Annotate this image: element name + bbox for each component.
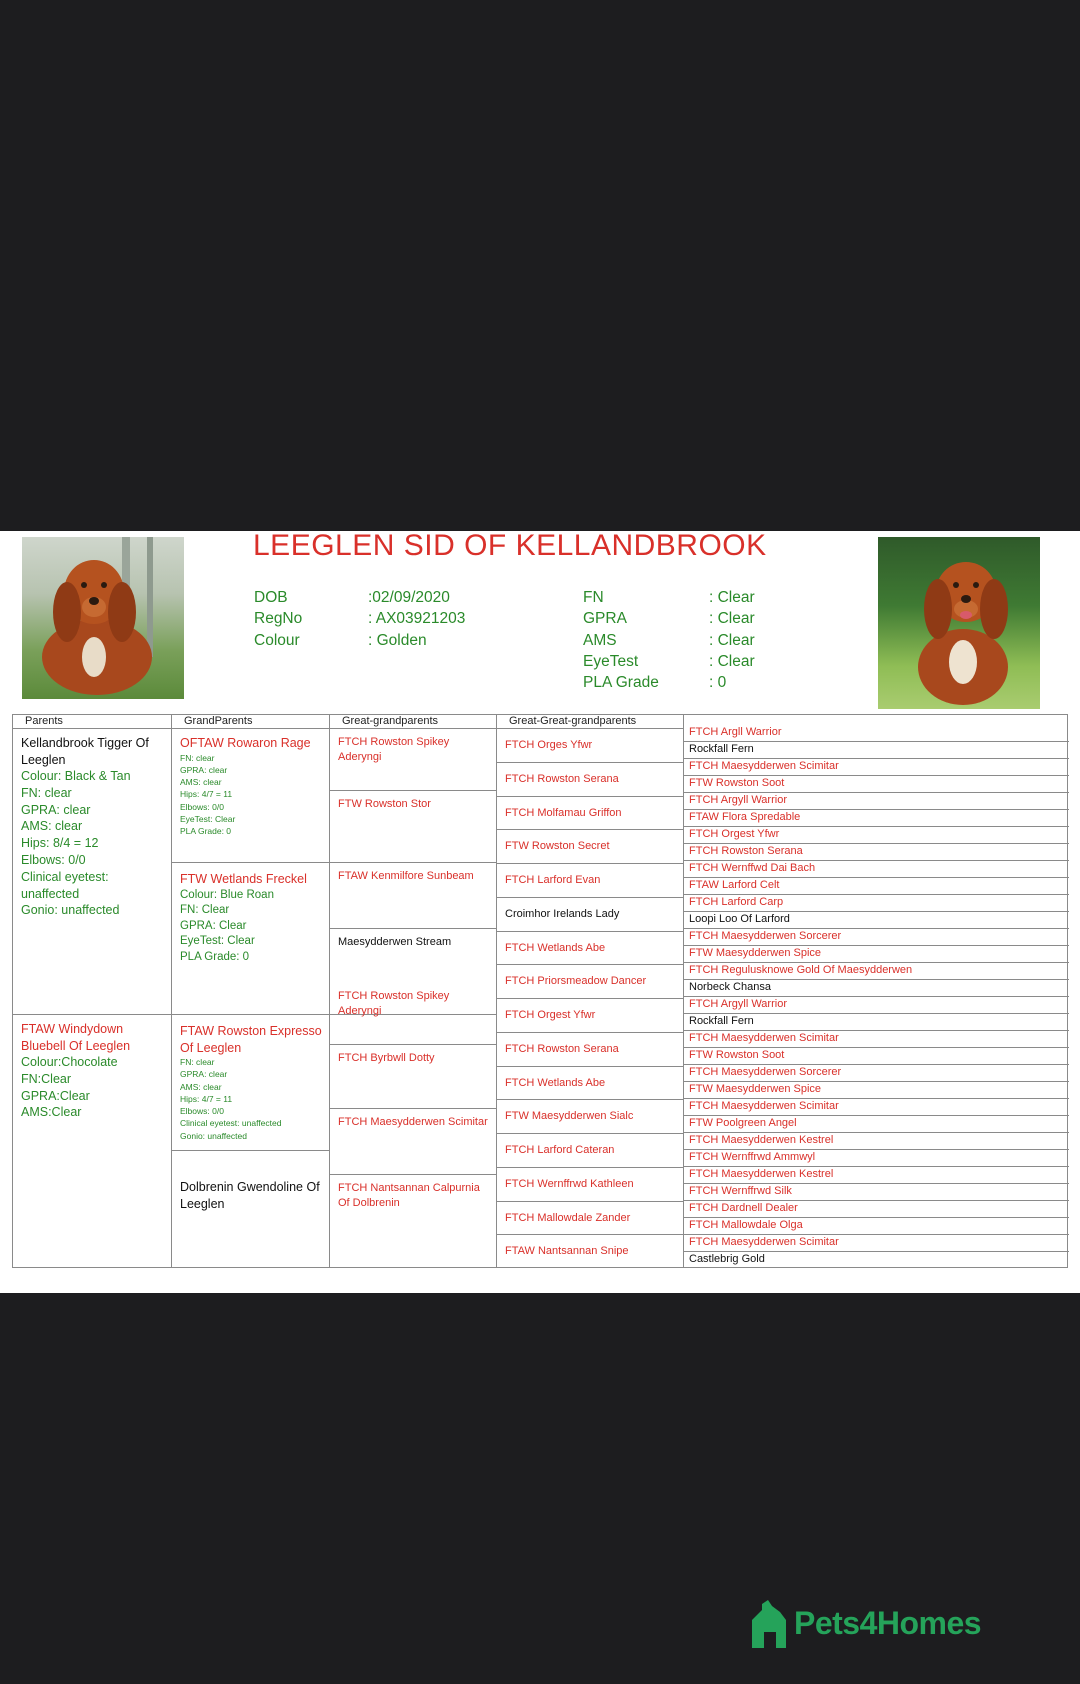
great-great-grandparent-name: FTCH Rowston Serana	[505, 1042, 619, 1055]
great-great-grandparent-cell	[497, 763, 683, 797]
great-great-grandparents-column	[497, 715, 684, 1267]
great-great-grandparent-cell	[497, 1202, 683, 1236]
sire-photo	[22, 537, 184, 699]
sire-detail: Colour: Black & Tan	[21, 769, 131, 783]
grandparent-name: OFTAW Rowaron Rage	[180, 736, 311, 750]
great-grandparent-name: Maesydderwen Stream	[338, 936, 452, 948]
pedigree-table	[12, 714, 1068, 1268]
great-great-grandparent-cell	[497, 797, 683, 831]
grandparent-cell	[172, 729, 329, 863]
info-left	[254, 587, 465, 651]
great-great-grandparent-cell	[497, 1067, 683, 1101]
pedigree-document	[0, 531, 1080, 1293]
info-value: :02/09/2020	[368, 589, 450, 606]
great-great-grandparent-name: FTCH Orgest Yfwr	[505, 1009, 596, 1021]
great-grandparent-name: FTCH Rowston Spikey Aderyngi	[338, 736, 450, 763]
great-grandparent-cell	[330, 1109, 496, 1175]
grandparent-detail: PLA Grade: 0	[180, 950, 250, 963]
sire-detail: Clinical eyetest: unaffected	[21, 869, 109, 901]
great-grandparent-cell	[330, 1045, 496, 1109]
sire-detail: FN: clear	[21, 785, 72, 800]
great-great-grandparent-cell	[497, 729, 683, 763]
great-great-grandparent-cell	[497, 1100, 683, 1134]
info-key: PLA Grade	[583, 674, 659, 692]
great-great-grandparent-cell	[497, 965, 683, 999]
info-value: : 0	[709, 674, 727, 692]
info-key: FN	[583, 589, 604, 606]
fifth-generation-name: FTW Rowston Soot	[684, 776, 1069, 793]
sire-cell	[13, 729, 171, 1015]
fifth-generation-name: FTCH Maesydderwen Scimitar	[684, 1031, 1069, 1048]
grandparent-detail: Clinical eyetest: unaffected	[180, 1118, 282, 1129]
info-key: Colour	[254, 631, 300, 649]
great-great-grandparent-name: FTCH Larford Evan	[505, 874, 601, 886]
fifth-generation-name: FTAW Flora Spredable	[684, 810, 1069, 827]
fifth-generation-name: FTCH Regulusknowe Gold Of Maesydderwen	[684, 963, 1069, 980]
dam-detail: GPRA:Clear	[21, 1088, 90, 1103]
info-value: : Clear	[709, 589, 755, 606]
fifth-generation-name: FTCH Maesydderwen Sorcerer	[684, 929, 1069, 946]
dam-cell	[13, 1015, 171, 1269]
great-grandparents-column	[330, 715, 497, 1267]
great-grandparent-name: FTCH Maesydderwen Scimitar	[338, 1116, 488, 1128]
dog-house-icon	[748, 1598, 790, 1648]
grandparent-detail: PLA Grade: 0	[180, 826, 232, 837]
great-great-grandparent-name: FTCH Rowston Serana	[505, 772, 619, 785]
fifth-generation-name: FTW Maesydderwen Spice	[684, 1082, 1069, 1099]
sire-detail: Hips: 8/4 = 12	[21, 836, 99, 851]
fifth-generation-name: FTW Rowston Soot	[684, 1048, 1069, 1065]
info-value: : AX03921203	[368, 610, 466, 628]
fifth-generation-name: Castlebrig Gold	[689, 1253, 765, 1265]
great-great-grandparent-name: FTCH Larford Cateran	[505, 1144, 615, 1156]
fifth-generation-name: FTCH Wernffwd Dai Bach	[684, 861, 1069, 878]
great-great-grandparent-name: Croimhor Irelands Lady	[505, 907, 620, 920]
dog-name-title: LEEGLEN SID OF KELLANDBROOK	[253, 529, 767, 562]
fifth-generation-name: FTCH Mallowdale Olga	[684, 1218, 1069, 1235]
fifth-generation-name: FTCH Argyll Warrior	[684, 793, 1069, 810]
grandparent-detail: AMS: clear	[180, 1081, 222, 1092]
sire-detail: GPRA: clear	[21, 802, 91, 817]
column-header: Great-Great-grandparents	[497, 715, 683, 729]
column-header: GrandParents	[172, 715, 329, 729]
fifth-generation-name: FTW Poolgreen Angel	[684, 1116, 1069, 1133]
great-great-grandparent-name: FTCH Orges Yfwr	[505, 739, 593, 751]
grandparent-detail: FN: clear	[180, 1057, 215, 1067]
grandparent-detail: EyeTest: Clear	[180, 813, 236, 824]
grandparent-detail: Hips: 4/7 = 11	[180, 1093, 233, 1104]
column-header: Parents	[13, 715, 171, 729]
great-grandparent-cell	[330, 863, 496, 929]
sire-detail: AMS: clear	[21, 819, 83, 834]
great-great-grandparent-name: FTCH Wernffrwd Kathleen	[505, 1177, 634, 1190]
great-grandparent-name: FTAW Kenmilfore Sunbeam	[338, 870, 474, 882]
sire-name: Kellandbrook Tigger Of Leeglen	[21, 736, 149, 767]
fifth-generation-name: FTCH Maesydderwen Scimitar	[684, 1235, 1069, 1252]
fifth-generation-name: FTCH Maesydderwen Scimitar	[684, 1099, 1069, 1116]
great-great-grandparent-cell	[497, 932, 683, 966]
grandparents-column	[172, 715, 330, 1267]
info-key: EyeTest	[583, 652, 639, 670]
grandparent-detail: Hips: 4/7 = 11	[180, 789, 233, 800]
fifth-generation-name: FTCH Maesydderwen Sorcerer	[684, 1065, 1069, 1082]
fifth-generation-name: FTAW Larford Celt	[684, 878, 1069, 895]
great-great-grandparent-name: FTCH Wetlands Abe	[505, 1076, 606, 1089]
grandparent-detail: EyeTest: Clear	[180, 935, 255, 948]
info-value: : Clear	[709, 652, 755, 670]
grandparent-detail: Gonio: unaffected	[180, 1130, 247, 1141]
great-great-grandparent-cell	[497, 999, 683, 1033]
great-great-grandparent-name: FTCH Mallowdale Zander	[505, 1211, 631, 1224]
grandparent-cell	[172, 863, 329, 1015]
grandparent-name: FTAW Rowston Expresso Of Leeglen	[180, 1024, 322, 1055]
fifth-generation-name: Loopi Loo Of Larford	[684, 912, 1069, 929]
grandparent-detail: FN: clear	[180, 752, 215, 763]
info-key: AMS	[583, 631, 617, 649]
fifth-generation-name: FTCH Larford Carp	[684, 895, 1069, 912]
fifth-generation-name: FTCH Orgest Yfwr	[684, 827, 1069, 844]
great-great-grandparent-cell	[497, 898, 683, 932]
grandparent-name: FTW Wetlands Freckel	[180, 872, 307, 886]
info-key: RegNo	[254, 610, 303, 628]
grandparent-detail: GPRA: Clear	[180, 919, 247, 932]
sire-detail: Elbows: 0/0	[21, 852, 86, 867]
great-great-grandparent-name: FTCH Molfamau Griffon	[505, 806, 622, 819]
great-great-grandparent-cell	[497, 830, 683, 864]
fifth-generation-name: FTCH Wernffrwd Silk	[684, 1184, 1069, 1201]
great-great-grandparent-cell	[497, 1235, 683, 1269]
fifth-generation-column	[684, 715, 1069, 1267]
grandparent-detail: AMS: clear	[180, 777, 222, 788]
dam-name: FTAW Windydown Bluebell Of Leeglen	[21, 1022, 131, 1053]
great-great-grandparent-name: FTW Rowston Secret	[505, 840, 610, 853]
info-value: : Golden	[368, 631, 427, 649]
grandparent-detail: GPRA: clear	[180, 1069, 228, 1080]
column-header: Great-grandparents	[330, 715, 496, 729]
grandparent-detail: Colour: Blue Roan	[180, 888, 274, 901]
great-great-grandparent-cell	[497, 1134, 683, 1168]
great-grandparent-cell	[330, 983, 496, 1045]
great-grandparent-cell	[330, 729, 496, 791]
dog-photo-right-icon	[878, 537, 1040, 709]
great-great-grandparent-name: FTAW Nantsannan Snipe	[505, 1245, 629, 1258]
great-grandparent-name: FTCH Nantsannan Calpurnia Of Dolbrenin	[338, 1182, 480, 1209]
info-key: DOB	[254, 589, 288, 606]
dam-detail: AMS:Clear	[21, 1105, 82, 1120]
info-key: GPRA	[583, 610, 627, 628]
info-value: : Clear	[709, 631, 755, 649]
grandparent-name: Dolbrenin Gwendoline Of Leeglen	[180, 1180, 320, 1211]
dam-detail: Colour:Chocolate	[21, 1055, 118, 1069]
fifth-generation-name: FTCH Maesydderwen Kestrel	[684, 1167, 1069, 1184]
dam-detail: FN:Clear	[21, 1071, 72, 1086]
grandparent-cell	[172, 1151, 329, 1269]
great-grandparent-cell	[330, 791, 496, 863]
dog-photo-right	[878, 537, 1040, 709]
grandparent-detail: Elbows: 0/0	[180, 801, 224, 812]
fifth-generation-name: FTCH Argll Warrior	[684, 725, 1069, 742]
great-great-grandparent-cell	[497, 1033, 683, 1067]
grandparent-detail: FN: Clear	[180, 904, 230, 917]
fifth-generation-name: FTCH Argyll Warrior	[684, 997, 1069, 1014]
great-great-grandparent-cell	[497, 864, 683, 898]
parents-column	[13, 715, 172, 1267]
fifth-generation-name: Norbeck Chansa	[684, 980, 1069, 997]
great-great-grandparent-name: FTW Maesydderwen Sialc	[505, 1110, 634, 1123]
grandparent-cell	[172, 1015, 329, 1151]
fifth-generation-name: FTCH Wernffrwd Ammwyl	[684, 1150, 1069, 1167]
great-great-grandparent-cell	[497, 1168, 683, 1202]
fifth-generation-name: Rockfall Fern	[684, 1014, 1069, 1031]
pets4homes-logo	[748, 1598, 981, 1648]
dog-photo-left-icon	[22, 537, 184, 699]
grandparent-detail: Elbows: 0/0	[180, 1106, 224, 1117]
fifth-generation-name: Rockfall Fern	[684, 742, 1069, 759]
fifth-generation-name: FTCH Maesydderwen Scimitar	[684, 759, 1069, 776]
sire-detail: Gonio: unaffected	[21, 903, 120, 918]
grandparent-detail: GPRA: clear	[180, 764, 228, 775]
great-great-grandparent-name: FTCH Priorsmeadow Dancer	[505, 975, 647, 988]
great-grandparent-name: FTCH Byrbwll Dotty	[338, 1052, 435, 1064]
great-grandparent-name: FTCH Rowston Spikey Aderyngi	[338, 990, 450, 1017]
fifth-generation-name: FTCH Rowston Serana	[684, 844, 1069, 861]
fifth-generation-name: FTCH Maesydderwen Kestrel	[684, 1133, 1069, 1150]
logo-text: Pets4Homes	[794, 1604, 982, 1641]
info-value: : Clear	[709, 610, 755, 628]
great-great-grandparent-name: FTCH Wetlands Abe	[505, 941, 606, 954]
fifth-generation-name: FTW Maesydderwen Spice	[684, 946, 1069, 963]
great-grandparent-cell	[330, 1175, 496, 1269]
fifth-generation-name: FTCH Dardnell Dealer	[684, 1201, 1069, 1218]
great-grandparent-name: FTW Rowston Stor	[338, 798, 431, 810]
info-right	[583, 587, 755, 693]
